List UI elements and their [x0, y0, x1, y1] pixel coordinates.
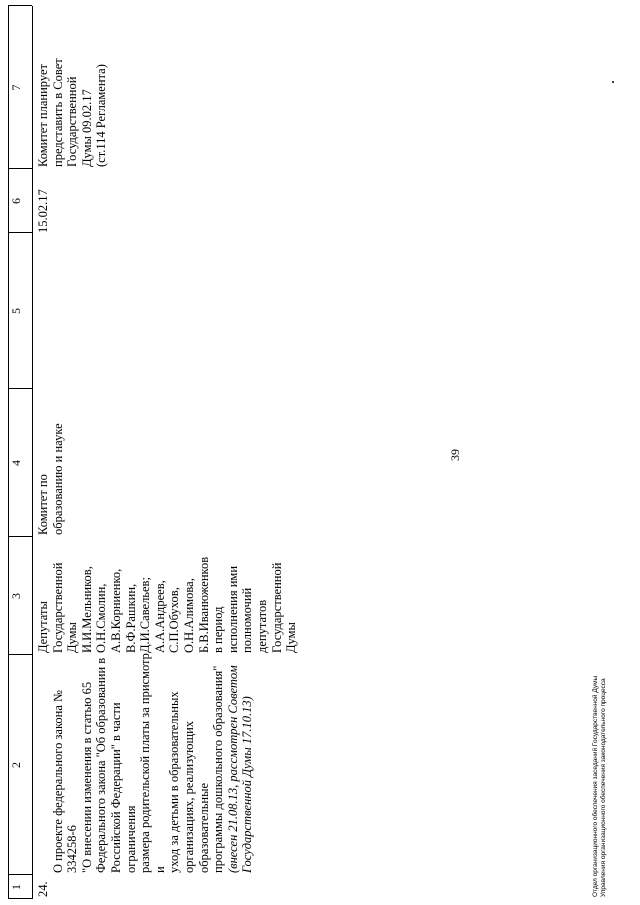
bill-note: (внесен 21.08.13, рассмотрен Советом Государственной Думы 17.10.13): [225, 665, 255, 873]
header-col-7: 7: [9, 84, 23, 91]
responsible-committee: Комитет по образованию и науке: [36, 423, 65, 535]
scan-speck: [612, 81, 614, 83]
bill-title: [36, 647, 255, 873]
bill-title-text: О проекте федерального закона № 334258-6 "О внесении изменения в статью 65 Федерального закона "Об образовании в Российской Федерации" в части ограничения размера родительской платы за присмотр и уход за детьми в образовательных организациях, реализующих образовательные программы дошкольного образования": [50, 653, 226, 873]
header-col-4: 4: [9, 460, 23, 466]
date-value: 15.02.17: [36, 189, 50, 233]
header-bottom-border: [32, 6, 33, 899]
page-number: 39: [448, 449, 462, 461]
bill-authors: Депутаты Государственной Думы И.И.Мельников, О.Н.Смолин, А.В.Корниенко, В.Ф.Рашкин, Д.И.Савельев; А.А.Андреев, С.П.Обухов, О.Н.Алимова, Б.В.Иванюженков в период исполнения ими полномочий депутатов Государственной Думы: [36, 556, 299, 653]
footer-text: Отдел организационного обеспечения заседаний Государственной Думы Управления организационного обеспечения законодательного процесса: [592, 675, 607, 897]
remark: Комитет планирует представить в Совет Государственной Думы 09.02.17 (ст.114 Регламента): [36, 58, 109, 167]
header-col-2: 2: [9, 762, 23, 768]
row-number: 24.: [36, 881, 50, 897]
header-col-5: 5: [9, 308, 23, 314]
header-col-3: 3: [9, 593, 23, 599]
header-col-6: 6: [9, 198, 23, 204]
header-col-1: 1: [9, 884, 23, 890]
